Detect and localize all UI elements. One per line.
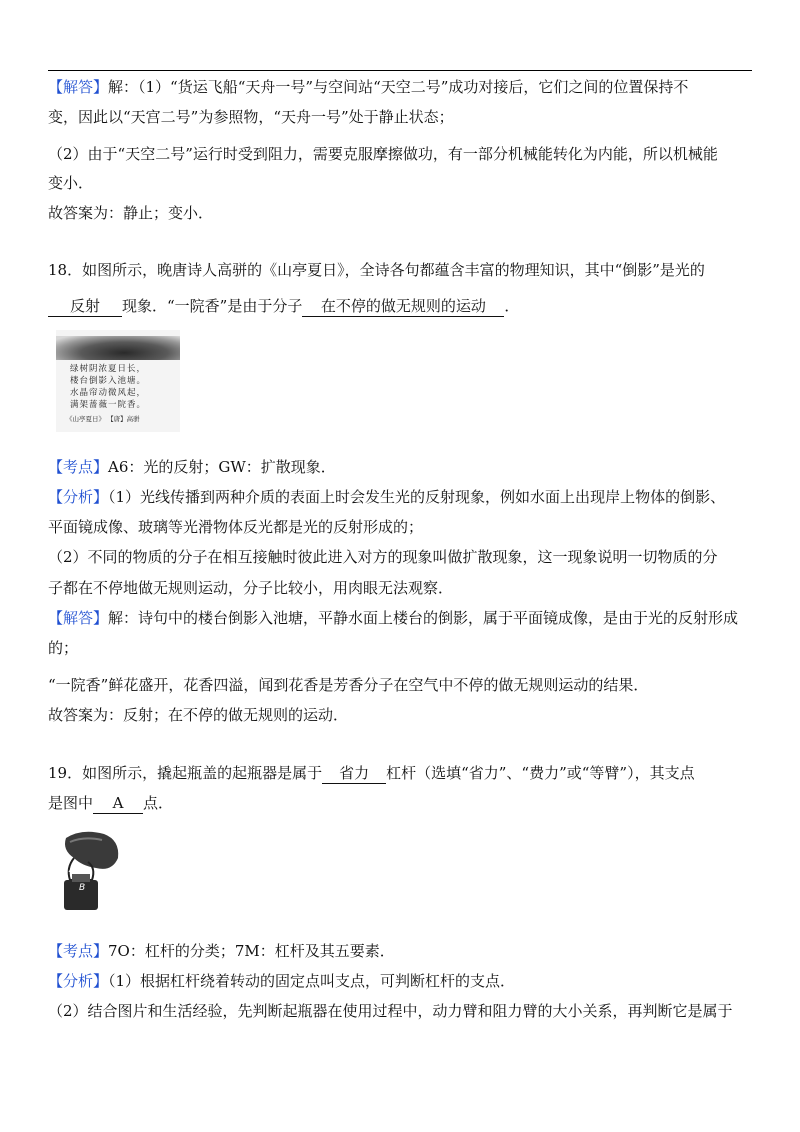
q18-blank-1: 反射 — [48, 297, 122, 317]
q19-fenxi-2: （2）结合图片和生活经验，先判断起瓶器在使用过程中，动力臂和阻力臂的大小关系，再判断它是属于 — [48, 1002, 733, 1020]
q19-blank-2: A — [93, 794, 143, 814]
point-b-label: B — [79, 883, 86, 893]
q18-jieda-2: 的； — [48, 639, 79, 657]
answer-line-1: 【解答】解：（1）“货运飞船“天舟一号”与空间站“天空二号”成功对接后，它们之间的位置保持不 — [48, 78, 689, 96]
q18-stem-2: 反射 现象．“一院香”是由于分子 在不停的做无规则的运动 ． — [48, 295, 758, 317]
q19-fenxi-1: 【分析】（1）根据杠杆绕着转动的固定点叫支点，可判断杠杆的支点． — [48, 972, 516, 990]
q18-fenxi-4: 子都在不停地做无规则运动，分子比较小，用肉眼无法观察． — [48, 579, 454, 597]
answer-line-3: （2）由于“天空二号”运行时受到阻力，需要克服摩擦做功，有一部分机械能转化为内能，所以机械能 — [48, 145, 718, 163]
q18-fenxi-3: （2）不同的物质的分子在相互接触时彼此进入对方的现象叫做扩散现象，这一现象说明一切物质的分 — [48, 548, 718, 566]
bottle-opener-image — [52, 828, 124, 914]
q18-stem: 18．如图所示，晚唐诗人高骈的《山亭夏日》，全诗各句都蕴含丰富的物理知识，其中“倒影”是光的 — [48, 261, 705, 279]
q19-blank-1: 省力 — [322, 764, 386, 784]
point-a-label: A — [69, 865, 76, 875]
q19-stem: 19．如图所示，撬起瓶盖的起瓶器是属于 省力 杠杆（选填“省力”、“费力”或“等臂”），其支点 — [48, 764, 695, 782]
top-rule — [48, 70, 752, 71]
jieda-tag: 【解答】 — [48, 78, 109, 96]
q18-jieda-1: 【解答】解：诗句中的楼台倒影入池塘，平静水面上楼台的倒影，属于平面镜成像，是由于光的反射形成 — [48, 609, 739, 627]
q18-kaodian: 【考点】A6：光的反射；GW：扩散现象． — [48, 458, 336, 476]
q18-fenxi-1: 【分析】（1）光线传播到两种介质的表面上时会发生光的反射现象，例如水面上出现岸上物体的倒影、 — [48, 488, 726, 506]
poem-image: 绿树阴浓夏日长， 楼台倒影入池塘。 水晶帘动微风起， 满架蔷薇一院香。 《山亭夏日》 【唐】高骈 — [56, 330, 180, 432]
poem-image-banner — [56, 336, 180, 360]
answer-line-2: 变，因此以“天宫二号”为参照物，“天舟一号”处于静止状态； — [48, 108, 454, 126]
q18-answer-summary: 故答案为：反射；在不停的做无规则的运动． — [48, 706, 349, 724]
answer-summary: 故答案为：静止；变小． — [48, 204, 214, 222]
q18-blank-2: 在不停的做无规则的运动 — [302, 297, 504, 317]
q19-stem-2: 是图中 A 点． — [48, 794, 174, 812]
q18-fenxi-2: 平面镜成像、玻璃等光滑物体反光都是光的反射形成的； — [48, 518, 424, 536]
q19-kaodian: 【考点】7O：杠杆的分类；7M：杠杆及其五要素． — [48, 942, 395, 960]
answer-line-4: 变小． — [48, 174, 94, 192]
q18-jieda-3: “一院香”鲜花盛开，花香四溢，闻到花香是芳香分子在空气中不停的做无规则运动的结果． — [48, 676, 649, 694]
